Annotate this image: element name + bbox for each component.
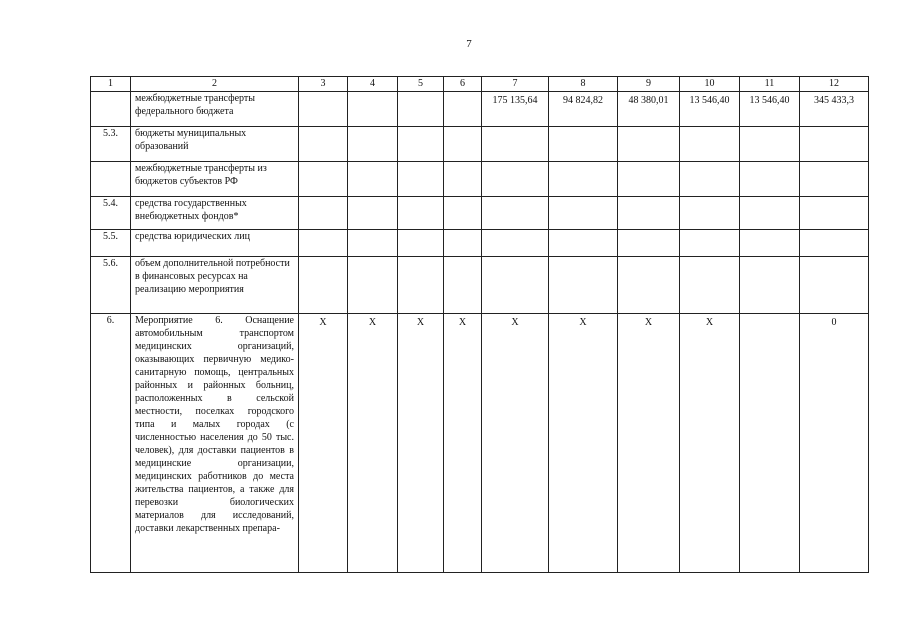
table-cell [800,197,869,230]
table-cell [740,257,800,314]
table-cell [800,162,869,197]
table-cell [680,127,740,162]
table-cell: X [680,314,740,573]
table-cell [444,197,482,230]
table-cell [618,127,680,162]
table-row [91,92,869,127]
table-cell [348,92,398,127]
row-description: Мероприятие 6. Оснащение автомобильным транспортом медицинских организаций, оказывающих первичную медико-санитарную помощь, центральных районных и районных больниц, расположенных в сельской местности, поселках городского типа и малых городах (с численностью населения до 50 тыс. человек), для доставки пациентов в медицинские организации, медицинских работников до места жительства пациентов, а также для перевозки биологических материалов для исследований, доставки лекарственных препара- [131,314,299,573]
header-cell: 8 [549,77,618,92]
header-cell: 7 [482,77,549,92]
table-cell [482,197,549,230]
header-cell: 11 [740,77,800,92]
table-cell [549,162,618,197]
header-cell: 5 [398,77,444,92]
header-cell: 4 [348,77,398,92]
table-row [91,162,869,197]
table-cell: X [398,314,444,573]
table-cell [398,197,444,230]
table-cell [549,127,618,162]
table-cell [348,162,398,197]
row-number: 5.6. [91,257,131,314]
table-cell [680,162,740,197]
row-description: средства юридических лиц [131,230,299,257]
table-row [91,230,869,257]
row-number [91,162,131,197]
table-cell [549,257,618,314]
budget-table [90,76,869,573]
table-cell [444,162,482,197]
header-cell: 10 [680,77,740,92]
table-cell: X [549,314,618,573]
table-cell [800,257,869,314]
table-cell [482,230,549,257]
table-cell [549,230,618,257]
table-cell [618,230,680,257]
table-cell [299,257,348,314]
table-cell [444,127,482,162]
table-cell [398,257,444,314]
header-row [91,77,869,92]
table-cell [482,257,549,314]
table-cell [800,127,869,162]
table-cell [482,162,549,197]
table-cell [299,92,348,127]
table-cell: X [444,314,482,573]
table-cell: X [348,314,398,573]
table-cell [618,162,680,197]
table-cell [398,92,444,127]
table-cell: X [299,314,348,573]
row-description: межбюджетные трансферты из бюджетов субъектов РФ [131,162,299,197]
table-cell [740,162,800,197]
header-cell: 2 [131,77,299,92]
table-cell [800,230,869,257]
row-description: бюджеты муниципальных образований [131,127,299,162]
table-cell [549,197,618,230]
table-cell [348,197,398,230]
table-cell [618,257,680,314]
table-cell [398,230,444,257]
table-cell: 0 [800,314,869,573]
table-cell: 345 433,3 [800,92,869,127]
table-cell: X [618,314,680,573]
table-cell: 48 380,01 [618,92,680,127]
table-cell [740,197,800,230]
row-number [91,92,131,127]
table-cell [444,257,482,314]
table-row [91,314,869,573]
table-cell [482,127,549,162]
row-number: 5.4. [91,197,131,230]
table-cell [299,162,348,197]
table-cell [444,230,482,257]
table-cell [299,127,348,162]
table-cell [348,127,398,162]
row-description: объем дополнительной потребности в финансовых ресурсах на реализацию мероприятия [131,257,299,314]
header-cell: 9 [618,77,680,92]
table-cell: 94 824,82 [549,92,618,127]
table-cell [740,230,800,257]
row-number: 5.5. [91,230,131,257]
table-row [91,127,869,162]
page-number: 7 [466,38,472,50]
table-cell [348,257,398,314]
table-cell: 13 546,40 [680,92,740,127]
table-cell: 175 135,64 [482,92,549,127]
row-description: межбюджетные трансферты федерального бюджета [131,92,299,127]
table-cell [740,127,800,162]
table-cell [618,197,680,230]
header-cell: 6 [444,77,482,92]
table-cell [444,92,482,127]
header-cell: 3 [299,77,348,92]
header-cell: 1 [91,77,131,92]
table-row [91,197,869,230]
header-cell: 12 [800,77,869,92]
table-cell [299,197,348,230]
row-number: 5.3. [91,127,131,162]
table-cell: X [482,314,549,573]
table-cell [740,314,800,573]
table-cell [680,257,740,314]
table-row [91,257,869,314]
table-cell [348,230,398,257]
table-cell [680,197,740,230]
table-cell [680,230,740,257]
table-cell [398,162,444,197]
table-cell: 13 546,40 [740,92,800,127]
table-cell [299,230,348,257]
table-cell [398,127,444,162]
row-number: 6. [91,314,131,573]
row-description: средства государственных внебюджетных фондов* [131,197,299,230]
